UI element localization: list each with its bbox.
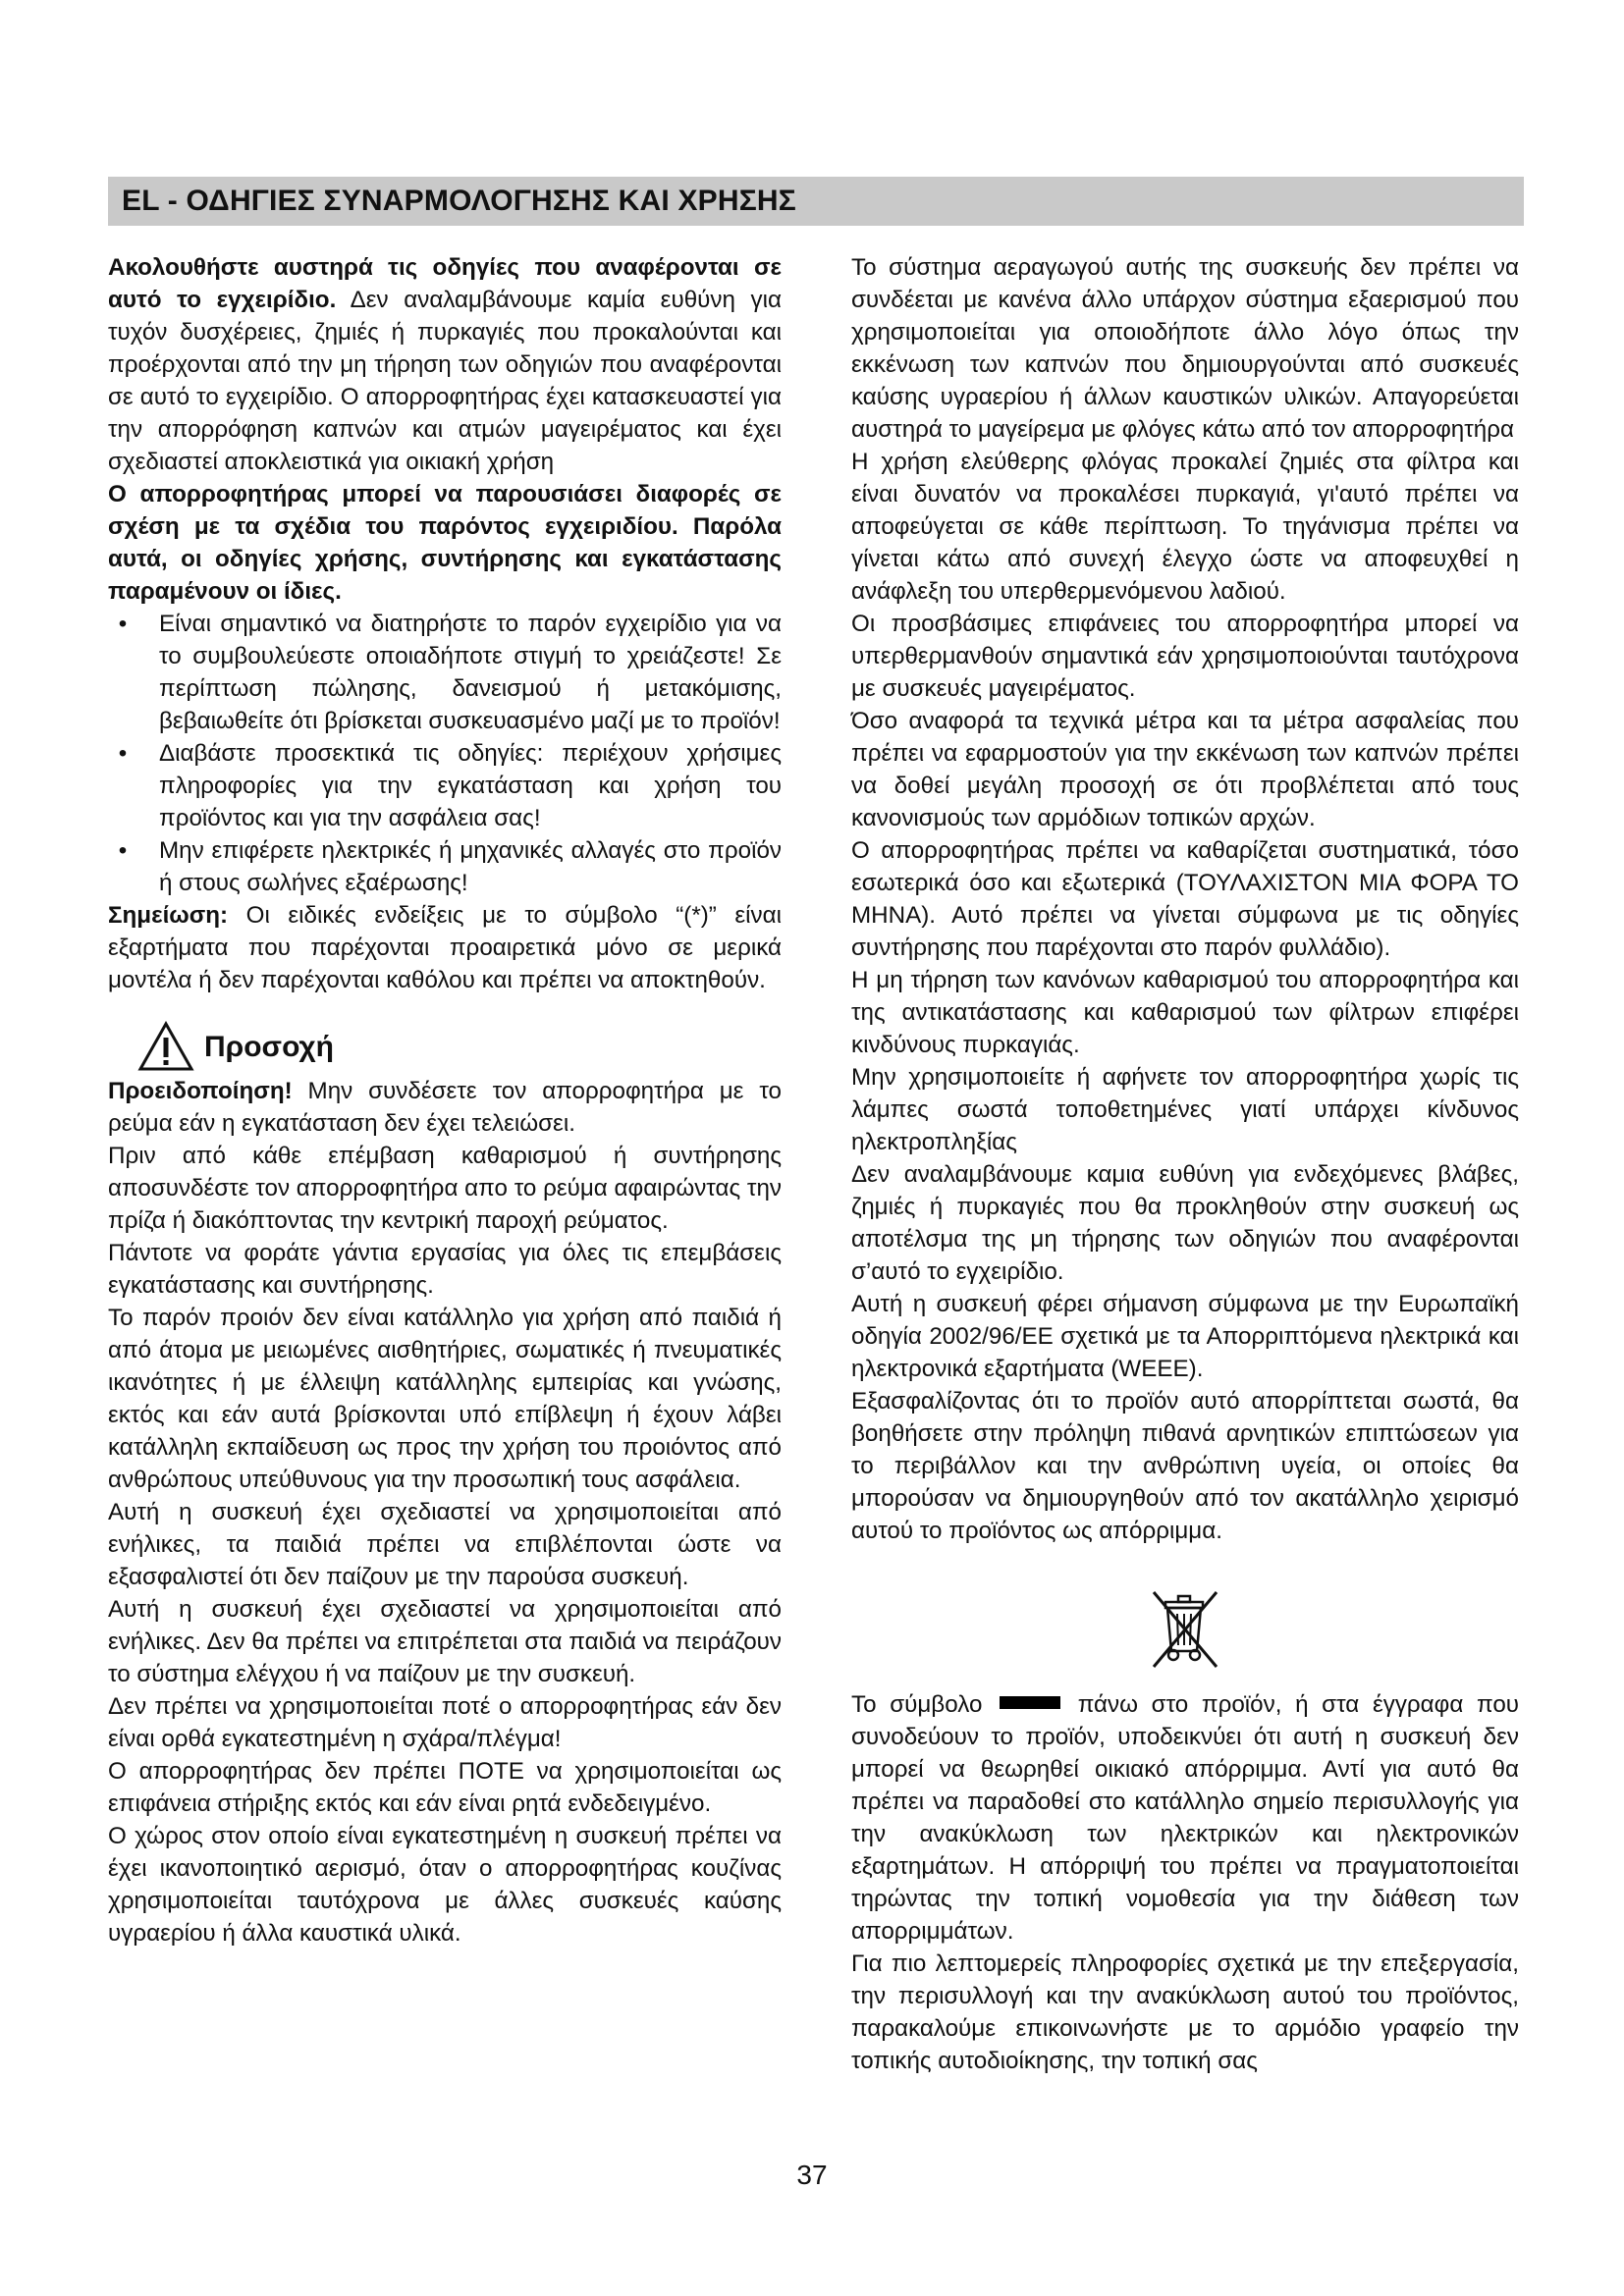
body-paragraph: Το παρόν προιόν δεν είναι κατάλληλο για χρήση από παιδιά ή από άτομα με μειωμένες αισθητήριες, σωματικές ή πνευματικές ικανότητες ή με έλλειψη κατάλληλης εμπειρίας και γνώσης, εκτός και εάν αυτά βρίσκονται υπό επίβλεψη ή έχουν λάβει κατάλληλη εκπαίδευση ως προς την χρήση του προιόντος από ανθρώπους υπεύθυνους για την προσωπική τους ασφάλεια.: [108, 1305, 782, 1493]
crossed-out-wheelie-bin-icon: [1148, 1586, 1222, 1675]
section-header: [108, 177, 1524, 226]
intro-paragraph: [108, 251, 782, 478]
bullet-marker: •: [118, 611, 128, 637]
list-item: [108, 608, 782, 737]
bullet-marker: •: [118, 740, 128, 767]
left-column: [108, 251, 782, 1949]
list-item: [108, 737, 782, 834]
variations-paragraph: [108, 478, 782, 608]
body-paragraph: Η χρήση ελεύθερης φλόγας προκαλεί ζημιές στα φίλτρα και είναι δυνατόν να προκαλέσει πυρκαγιά, γι'αυτό πρέπει να αποφεύγεται σε κάθε περίπτωση. Το τηγάνισμα πρέπει να γίνεται κάτω από συνεχή έλεγχο ώστε να αποφευχθεί η ανάφλεξη του υπερθερμενόμενου λαδιού.: [851, 449, 1519, 605]
caution-heading: [108, 1018, 782, 1075]
bullet-text: Διαβάστε προσεκτικά τις οδηγίες: περιέχουν χρήσιμες πληροφορίες για την εγκατάσταση και χρήση του προϊόντος και για την ασφάλεια σας!: [159, 740, 782, 831]
bullet-list: [108, 608, 782, 899]
note-paragraph: [108, 899, 782, 996]
body-paragraph: Όσο αναφορά τα τεχνικά μέτρα και τα μέτρα ασφαλείας που πρέπει να εφαρμοστούν για την εκκένωση των καπνών πρέπει να δοθεί μεγάλη προσοχή σε ότι προβλέπεται από τους κανονισμούς των αρμόδιων τοπικών αρχών.: [851, 708, 1519, 831]
weee-symbol: [851, 1586, 1519, 1675]
body-paragraph: Δεν αναλαμβάνουμε καμια ευθύνη για ενδεχόμενες βλάβες, ζημιές ή πυρκαγιές που θα προκληθούν στην συσκευή ως αποτέλσμα της μη τήρησης των οδηγιών που αναφέρονται σ’αυτό το εγχειρίδιο.: [851, 1161, 1519, 1285]
symbol-text: πάνω στο προϊόν, ή στα έγγραφα που συνοδεύουν το προϊόν, υποδεικνύει ότι αυτή η συσκευή δεν μπορεί να θεωρηθεί οικιακό απόρριμμα. Αντί για αυτό θα πρέπει να παραδοθεί στο κατάλληλο σημείο περισυλλογής για την ανακύκλωση των ηλεκτρικών και ηλεκτρονικών εξαρτημάτων. Η απόρριψή του πρέπει να πραγματοποιείται τηρώντας την τοπική νομοθεσία για την διάθεση των απορριμμάτων.: [851, 1691, 1519, 1945]
right-column: [851, 251, 1519, 2077]
page-number: 37: [796, 2160, 828, 2190]
warning-label: Προειδοποίηση!: [108, 1078, 293, 1104]
body-paragraph: Πάντοτε να φοράτε γάντια εργασίας για όλες τις επεμβάσεις εγκατάστασης και συντήρησης.: [108, 1240, 782, 1299]
body-paragraph: Οι προσβάσιμες επιφάνειες του απορροφητήρα μπορεί να υπερθερμανθούν σημαντικά εάν χρησιμοποιούνται ταυτόχρονα με συσκευές μαγειρέματος.: [851, 611, 1519, 702]
body-paragraph: Ο απορροφητήρας πρέπει να καθαρίζεται συστηματικά, τόσο εσωτερικά όσο και εξωτερικά (ΤΟΥΛΑΧΙΣΤΟΝ ΜΙΑ ΦΟΡΑ ΤΟ ΜΗΝΑ). Αυτό πρέπει να γίνεται σύμφωνα με τις οδηγίες συντήρησης που παρέχονται στο παρόν φυλλάδιο).: [851, 837, 1519, 961]
warning-paragraph: [108, 1075, 782, 1140]
black-bar-symbol: [1000, 1696, 1060, 1709]
body-paragraph: Πριν από κάθε επέμβαση καθαρισμού ή συντήρησης αποσυνδέστε τον απορροφητήρα απο το ρεύμα αφαιρώντας την πρίζα ή διακόπτοντας την κεντρική παροχή ρεύματος.: [108, 1143, 782, 1234]
warning-triangle-icon: [137, 1021, 194, 1072]
body-paragraph: Αυτή η συσκευή φέρει σήμανση σύμφωνα με την Ευρωπαϊκή οδηγία 2002/96/ΕΕ σχετικά με τα Απορριπτόμενα ηλεκτρικά και ηλεκτρονικά εξαρτήματα (WEEE).: [851, 1291, 1519, 1382]
body-paragraph: Μην χρησιμοποιείτε ή αφήνετε τον απορροφητήρα χωρίς τις λάμπες σωστά τοποθετημένες γιατί υπάρχει κίνδυνος ηλεκτροπληξίας: [851, 1064, 1519, 1155]
note-label: Σημείωση:: [108, 902, 229, 929]
list-item: [108, 834, 782, 899]
body-paragraph: Αυτή η συσκευή έχει σχεδιαστεί να χρησιμοποιείται από ενήλικες. Δεν θα πρέπει να επιτρέπεται στα παιδιά να πειράζουν το σύστημα ελέγχου ή να παίζουν με την συσκευή.: [108, 1596, 782, 1687]
intro-text: Δεν αναλαμβάνουμε καμία ευθύνη για τυχόν δυσχέρειες, ζημιές ή πυρκαγιές που προκαλούνται και προέρχονται από την μη τήρηση των οδηγιών που αναφέρονται σε αυτό το εγχειρίδιο. Ο απορροφητήρας έχει κατασκευαστεί για την απορρόφηση καπνών και ατμών μαγειρέματος και έχει σχεδιαστεί αποκλειστικά για οικιακή χρήση: [108, 287, 782, 475]
bullet-marker: •: [118, 837, 128, 864]
body-paragraph: Δεν πρέπει να χρησιμοποιείται ποτέ ο απορροφητήρας εάν δεν είναι ορθά εγκατεστημένη η σχάρα/πλέγμα!: [108, 1693, 782, 1752]
body-paragraph: Εξασφαλίζοντας ότι το προϊόν αυτό απορρίπτεται σωστά, θα βοηθήσετε στην πρόληψη πιθανά αρνητικών επιπτώσεων για το περιβάλλον και την ανθρώπινη υγεία, οι οποίες θα μπορούσαν να δημιουργηθούν από τον ακατάλληλο χειρισμό αυτού το προϊόντος ως απόρριμμα.: [851, 1388, 1519, 1544]
section-title: EL - ΟΔΗΓΙΕΣ ΣΥΝΑΡΜΟΛΟΓΗΣΗΣ ΚΑΙ ΧΡΗΣΗΣ: [122, 185, 796, 217]
caution-title: Προσοχή: [204, 1030, 334, 1063]
symbol-paragraph: [851, 1688, 1519, 1948]
note-text: Οι ειδικές ενδείξεις με το σύμβολο “(*)” είναι εξαρτήματα που παρέχονται προαιρετικά μόνο σε μερικά μοντέλα ή δεν παρέχονται καθόλου και πρέπει να αποκτηθούν.: [108, 902, 782, 993]
final-paragraph: Για πιο λεπτομερείς πληροφορίες σχετικά με την επεξεργασία, την περισυλλογή και την ανακύκλωση αυτού του προϊόντος, παρακαλούμε επικοινωνήστε με το αρμόδιο γραφείο την τοπικής αυτοδιοίκησης, την τοπική σας: [851, 1950, 1519, 2074]
body-paragraph: Αυτή η συσκευή έχει σχεδιαστεί να χρησιμοποιείται από ενήλικες, τα παιδιά πρέπει να επιβλέπονται ώστε να εξασφαλιστεί ότι δεν παίζουν με την παρούσα συσκευή.: [108, 1499, 782, 1590]
body-paragraph: Το σύστημα αεραγωγού αυτής της συσκευής δεν πρέπει να συνδέεται με κανένα άλλο υπάρχον σύστημα εξαερισμού που χρησιμοποιείται για οποιοδήποτε άλλο λόγο όπως την εκκένωση των καπνών που δημιουργούνται από συσκευές καύσης υγραερίου ή άλλων καυστικών υλικών. Απαγορεύεται αυστηρά το μαγείρεμα με φλόγες κάτω από τον απορροφητήρα: [851, 254, 1519, 443]
intro-bold: Ακολουθήστε αυστηρά τις οδηγίες που αναφέρονται σε αυτό το εγχειρίδιο.: [108, 254, 782, 313]
variations-bold: Ο απορροφητήρας μπορεί να παρουσιάσει διαφορές σε σχέση με τα σχέδια του παρόντος εγχειριδίου. Παρόλα αυτά, οι οδηγίες χρήσης, συντήρησης και εγκατάστασης παραμένουν οι ίδιες.: [108, 481, 782, 605]
bullet-text: Μην επιφέρετε ηλεκτρικές ή μηχανικές αλλαγές στο προϊόν ή στους σωλήνες εξαέρωσης!: [159, 837, 782, 896]
warning-text: Μην συνδέσετε τον απορροφητήρα με το ρεύμα εάν η εγκατάσταση δεν έχει τελειώσει.: [108, 1078, 782, 1137]
bullet-text: Είναι σημαντικό να διατηρήστε το παρόν εγχειρίδιο για να το συμβουλεύεστε οποιαδήποτε στιγμή το χρειάζεστε! Σε περίπτωση πώλησης, δανεισμού ή μετακόμισης, βεβαιωθείτε ότι βρίσκεται συσκευασμένο μαζί με το προϊόν!: [159, 611, 782, 734]
body-paragraph: Ο απορροφητήρας δεν πρέπει ΠΟΤΕ να χρησιμοποιείται ως επιφάνεια στήριξης εκτός και εάν είναι ρητά ενδεδειγμένο.: [108, 1758, 782, 1817]
symbol-prefix: Το σύμβολο: [851, 1691, 997, 1718]
body-paragraph: Η μη τήρηση των κανόνων καθαρισμού του απορροφητήρα και της αντικατάστασης και καθαρισμού των φίλτρων επιφέρει κινδύνους πυρκαγιάς.: [851, 967, 1519, 1058]
body-paragraph: Ο χώρος στον οποίο είναι εγκατεστημένη η συσκευή πρέπει να έχει ικανοποιητικό αερισμό, όταν ο απορροφητήρας κουζίνας χρησιμοποιείται ταυτόχρονα με άλλες συσκευές καύσης υγραερίου ή άλλα καυστικά υλικά.: [108, 1823, 782, 1947]
